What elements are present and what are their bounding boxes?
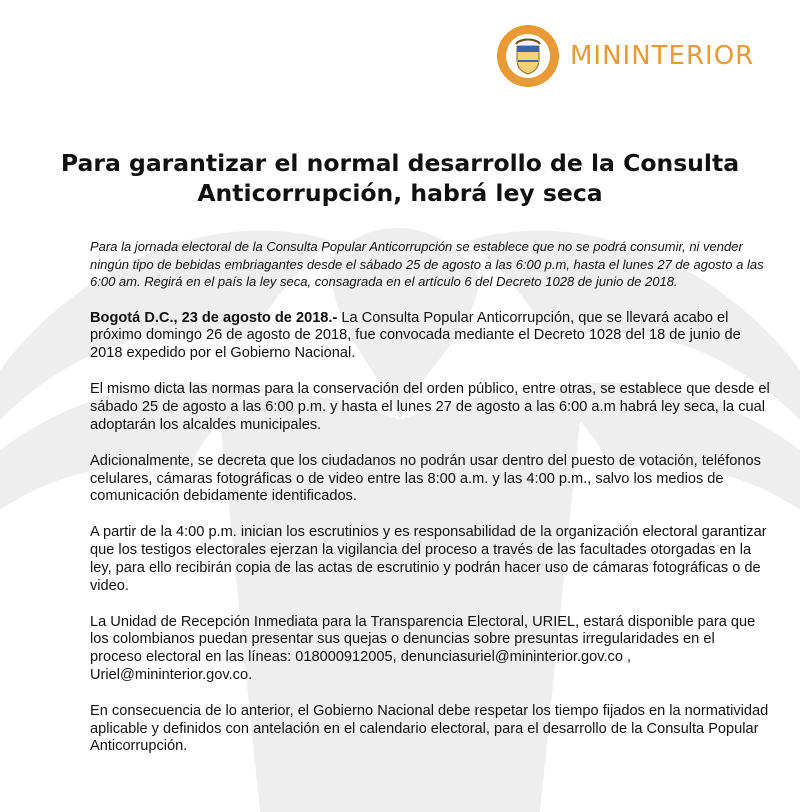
dateline: Bogotá D.C., 23 de agosto de 2018.-	[90, 309, 338, 326]
brand-name: MININTERIOR	[570, 41, 755, 71]
paragraph-1-text: La Consulta Popular Anticorrupción, que se llevará acabo el próximo domingo 26 de agosto de 2018, fue convocada mediante el Decreto 1028 del 18 de junio de 2018 expedido por el Gobierno Nacional.	[90, 309, 741, 362]
lead-paragraph: Para la jornada electoral de la Consulta Popular Anticorrupción se establece que no se podrá consumir, ni vender ningún tipo de bebidas embriagantes desde el sábado 25 de agosto a las 6:00 p.m, hasta el lunes 27 de agosto a las 6:00 am. Regirá en el país la ley seca, consagrada en el artículo 6 del Decreto 1028 de junio de 2018.	[90, 239, 764, 290]
paragraph-2: El mismo dicta las normas para la conservación del orden público, entre otras, se establece que desde el sábado 25 de agosto a las 6:00 p.m. y hasta el lunes 27 de agosto a las 6:00 a.m habrá ley seca, la cual adoptarán los alcaldes municipales.	[90, 381, 770, 433]
article-body	[90, 238, 770, 775]
page-title	[60, 148, 740, 208]
paragraph-1	[90, 310, 770, 363]
paragraph-6: En consecuencia de lo anterior, el Gobierno Nacional debe respetar los tiempo fijados en la normatividad aplicable y definidos con antelación en el calendario electoral, para el desarrollo de la Consulta Popular Anticorrupción.	[90, 703, 769, 755]
coat-of-arms-logo	[496, 24, 560, 88]
paragraph-3: Adicionalmente, se decreta que los ciudadanos no podrán usar dentro del puesto de votación, teléfonos celulares, cámaras fotográficas o de video entre las 8:00 a.m. y las 4:00 p.m., salvo los medios de comunicación debidamente identificados.	[90, 452, 761, 505]
header	[496, 20, 754, 92]
title-line-2: Anticorrupción, habrá ley seca	[197, 178, 603, 207]
title-line-1: Para garantizar el normal desarrollo de la Consulta	[60, 148, 740, 177]
paragraph-5: La Unidad de Recepción Inmediata para la Transparencia Electoral, URIEL, estará disponible para que los colombianos puedan presentar sus quejas o denuncias sobre presuntas irregularidades en el proceso electoral en las líneas: 018000912005, denunciasuriel@mininterior.gov.co , Uriel@mininterior.gov.co.	[90, 613, 756, 683]
paragraph-4: A partir de la 4:00 p.m. inician los escrutinios y es responsabilidad de la organización electoral garantizar que los testigos electorales ejerzan la vigilancia del proceso a través de las facultades otorgadas en la ley, para ello recibirán copia de las actas de escrutinio y podrán hacer uso de cámaras fotográficas o de video.	[90, 524, 767, 594]
